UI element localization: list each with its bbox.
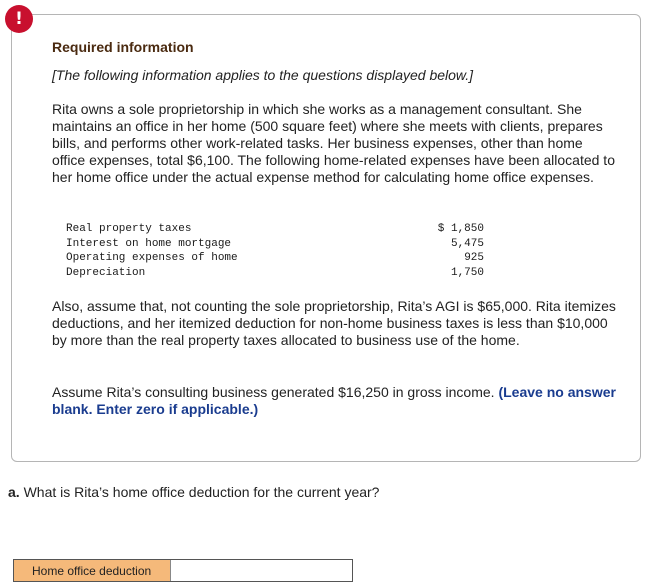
- answer-cell: [171, 560, 352, 581]
- scenario-paragraph: Rita owns a sole proprietorship in which she works as a management consultant. She maintains an office in her home (500 square feet) where she meets with clients, prepares bills, and performs other work-related tasks. Her business expenses, other than home office expenses, total $6,100. The following home-related expenses have been allocated to her home office under the actual expense method for calculating home office expenses.: [52, 101, 615, 185]
- table-row: [52, 222, 492, 237]
- expense-table: [52, 222, 492, 280]
- table-row: [52, 251, 492, 266]
- section-heading: Required information: [52, 39, 194, 55]
- expense-label: Depreciation: [66, 266, 146, 279]
- question-a: [8, 484, 379, 500]
- expense-label: Operating expenses of home: [66, 252, 238, 264]
- intro-note: [The following information applies to the questions displayed below.]: [52, 67, 474, 83]
- expense-label: Real property taxes: [66, 223, 192, 235]
- answer-label: Home office deduction: [14, 560, 171, 581]
- income-text: Assume Rita’s consulting business generated $16,250 in gross income.: [52, 384, 495, 400]
- expense-label: Interest on home mortgage: [66, 237, 232, 250]
- instruction-note: (Leave no answer blank. Enter zero if applicable.): [52, 384, 616, 417]
- answer-row: [13, 559, 353, 582]
- expense-amount: $ 1,850: [437, 223, 484, 235]
- table-row: [52, 237, 492, 252]
- expense-amount: 925: [464, 252, 484, 264]
- alert-icon: !: [5, 5, 33, 33]
- home-office-deduction-input[interactable]: [171, 560, 352, 581]
- question-letter: a.: [8, 484, 20, 500]
- income-paragraph: [52, 384, 617, 418]
- expense-amount: 5,475: [450, 237, 484, 250]
- expense-amount: 1,750: [450, 266, 484, 279]
- question-text: What is Rita’s home office deduction for the current year?: [23, 484, 380, 500]
- table-row: [52, 266, 492, 281]
- agi-paragraph: Also, assume that, not counting the sole proprietorship, Rita’s AGI is $65,000. Rita itemizes deductions, and her itemized deduction for non-home business taxes is less than $10,000 by more than the real property taxes allocated to business use of the home.: [52, 298, 616, 348]
